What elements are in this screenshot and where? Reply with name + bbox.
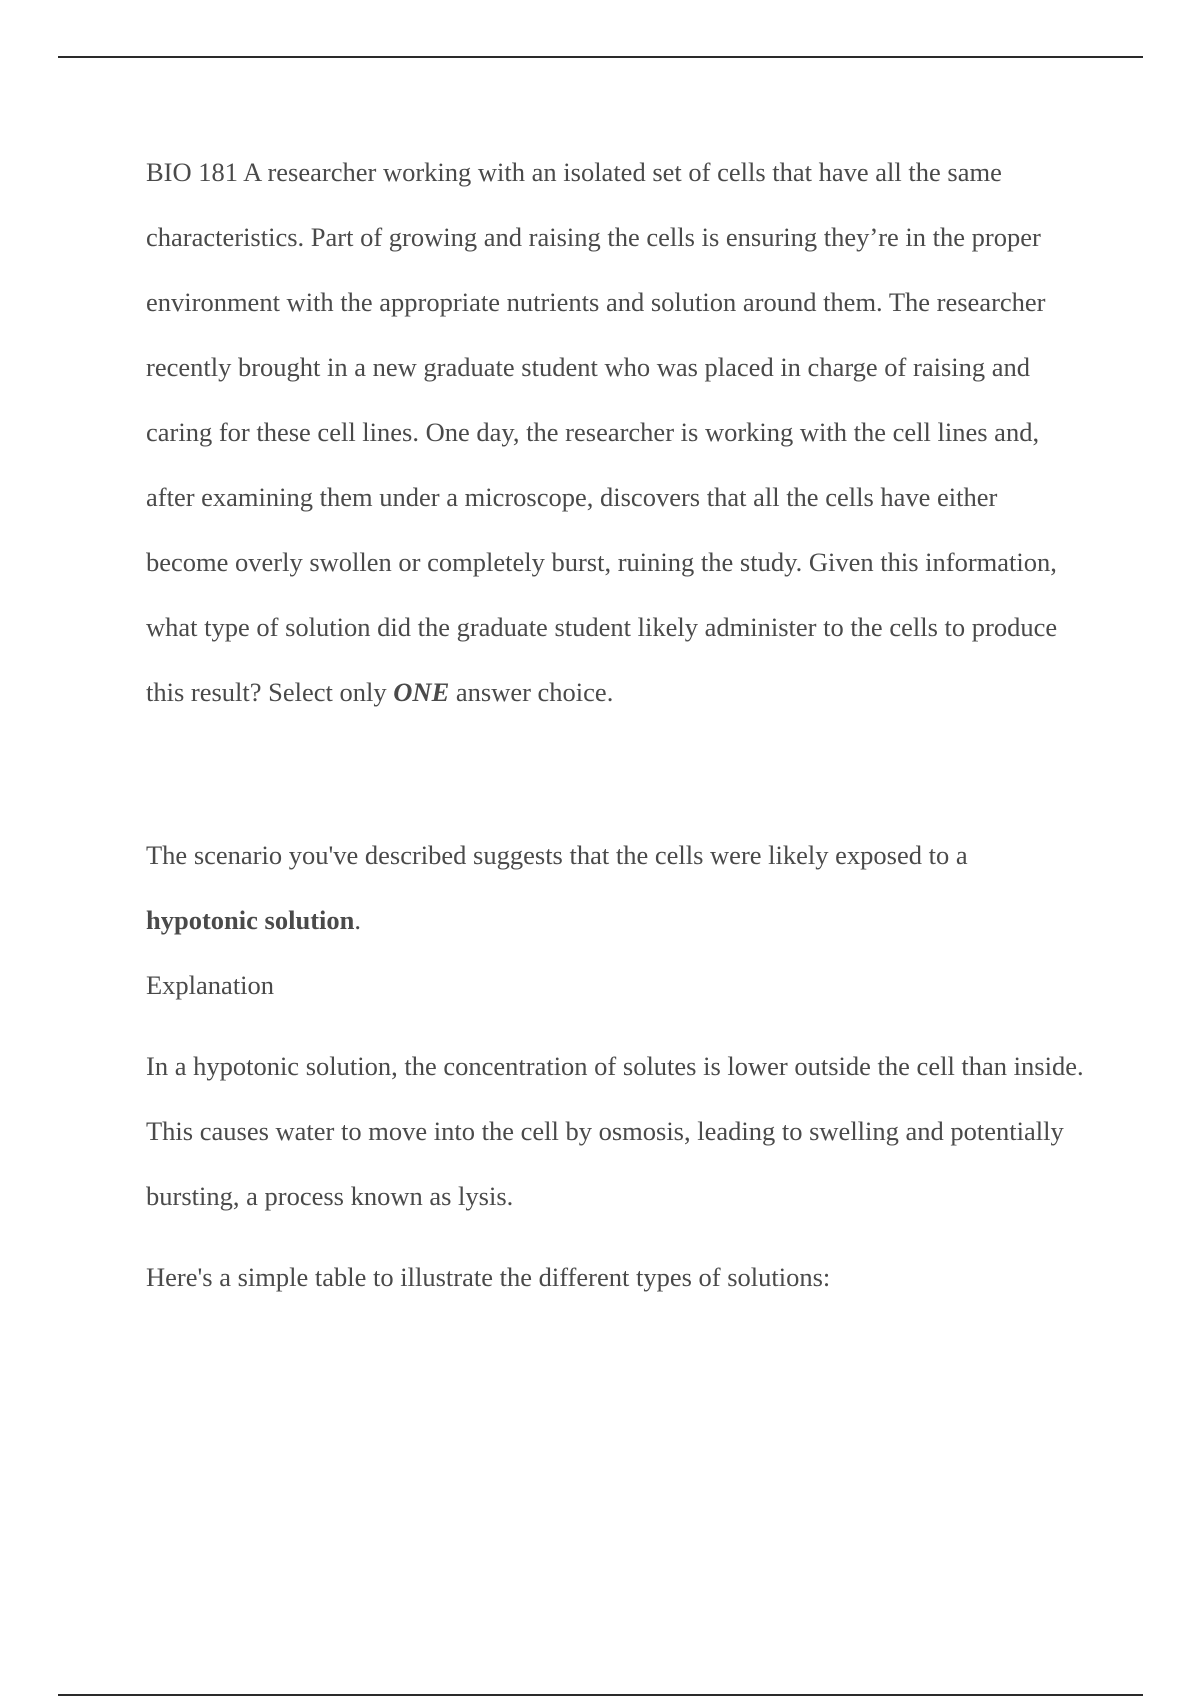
answer-text: The scenario you've described suggests that the cells were likely exposed to a xyxy=(146,840,968,870)
explanation-body: In a hypotonic solution, the concentration of solutes is lower outside the cell than inside. This causes water to move into the cell by osmosis, leading to swelling and potentially bursting, a process known as lysis. xyxy=(146,1051,1084,1211)
question-text: BIO 181 A researcher working with an isolated set of cells that have all the same characteristics. Part of growing and raising the cells is ensuring they’re in the proper environment with the appropriate nutrients and solution around them. The researcher recently brought in a new graduate student who was placed in charge of raising and caring for these cell lines. One day, the researcher is working with the cell lines and, after examining them under a microscope, discovers that all the cells have either become overly swollen or completely burst, ruining the study. Given this information, what type of solution did the graduate student likely administer to the cells to produce this result? Select only xyxy=(146,157,1058,707)
explanation-heading: Explanation xyxy=(146,970,275,1000)
answer-highlight: hypotonic solution xyxy=(146,905,355,935)
bottom-rule xyxy=(58,1694,1143,1696)
question-emphasis: ONE xyxy=(393,677,450,707)
table-intro: Here's a simple table to illustrate the different types of solutions: xyxy=(146,1262,831,1292)
answer-paragraph xyxy=(146,823,1086,953)
question-text-end: answer choice. xyxy=(449,677,614,707)
top-rule xyxy=(58,56,1143,58)
answer-text-end: . xyxy=(354,905,362,935)
question-paragraph xyxy=(146,140,1086,725)
document-body xyxy=(146,140,1086,1310)
